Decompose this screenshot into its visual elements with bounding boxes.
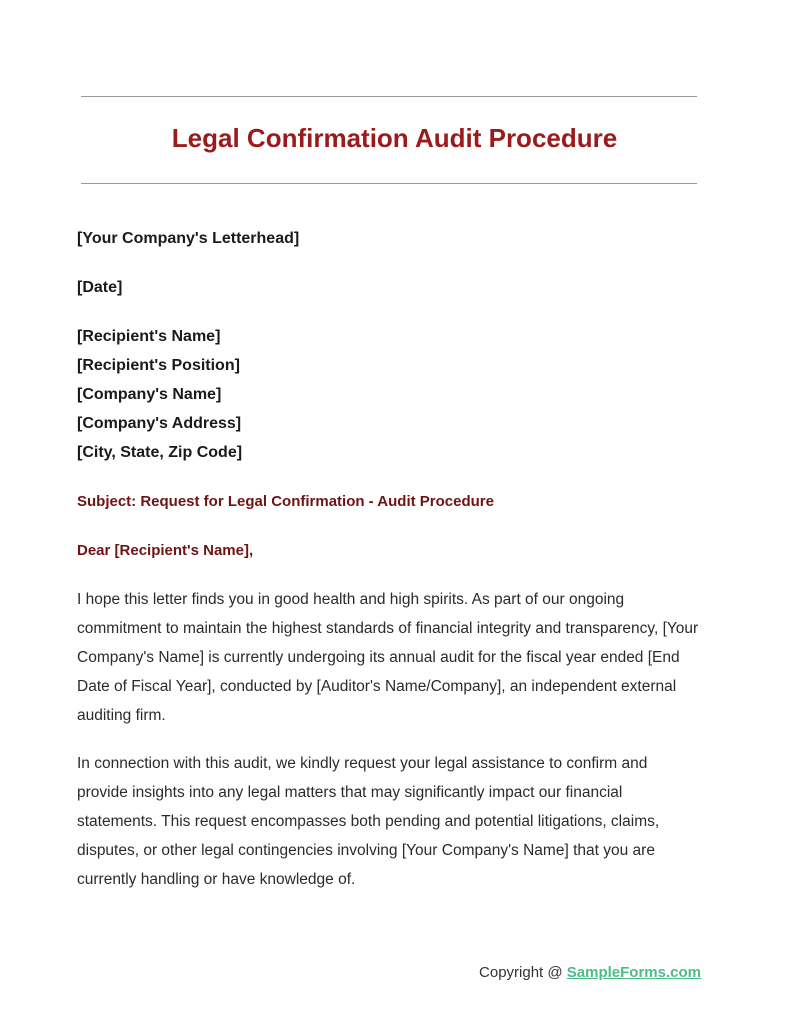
letterhead-placeholder: [Your Company's Letterhead]: [77, 230, 300, 247]
subject-line: Subject: Request for Legal Confirmation - Audit Procedure: [77, 493, 494, 510]
copyright-text: Copyright @: [479, 964, 567, 981]
recipient-company: [Company's Name]: [77, 386, 222, 403]
sampleforms-link[interactable]: SampleForms.com: [566, 964, 701, 981]
copyright-footer: [479, 964, 701, 981]
recipient-position: [Recipient's Position]: [77, 357, 240, 374]
recipient-city-state-zip: [City, State, Zip Code]: [77, 444, 243, 461]
date-placeholder: [Date]: [77, 279, 123, 296]
recipient-address-block: [77, 322, 702, 467]
body-paragraph-2: In connection with this audit, we kindly request your legal assistance to confirm and provide insights into any legal matters that may significantly impact our financial statements. This request encompasses both pending and potential litigations, claims, disputes, or other legal contingencies involving [Your Company's Name] that you are currently handling or have knowledge of.: [77, 755, 660, 888]
title-bottom-divider: [81, 183, 697, 184]
recipient-name: [Recipient's Name]: [77, 328, 221, 345]
salutation: Dear [Recipient's Name],: [77, 542, 254, 559]
recipient-company-address: [Company's Address]: [77, 415, 242, 432]
document-title: Legal Confirmation Audit Procedure: [171, 123, 618, 153]
body-paragraph-1: I hope this letter finds you in good health and high spirits. As part of our ongoing commitment to maintain the highest standards of financial integrity and transparency, [Your Company's Name] is currently undergoing its annual audit for the fiscal year ended [End Date of Fiscal Year], conducted by [Auditor's Name/Company], an independent external auditing firm.: [77, 591, 699, 724]
title-top-divider: [81, 96, 697, 97]
letter-body: [77, 224, 702, 913]
